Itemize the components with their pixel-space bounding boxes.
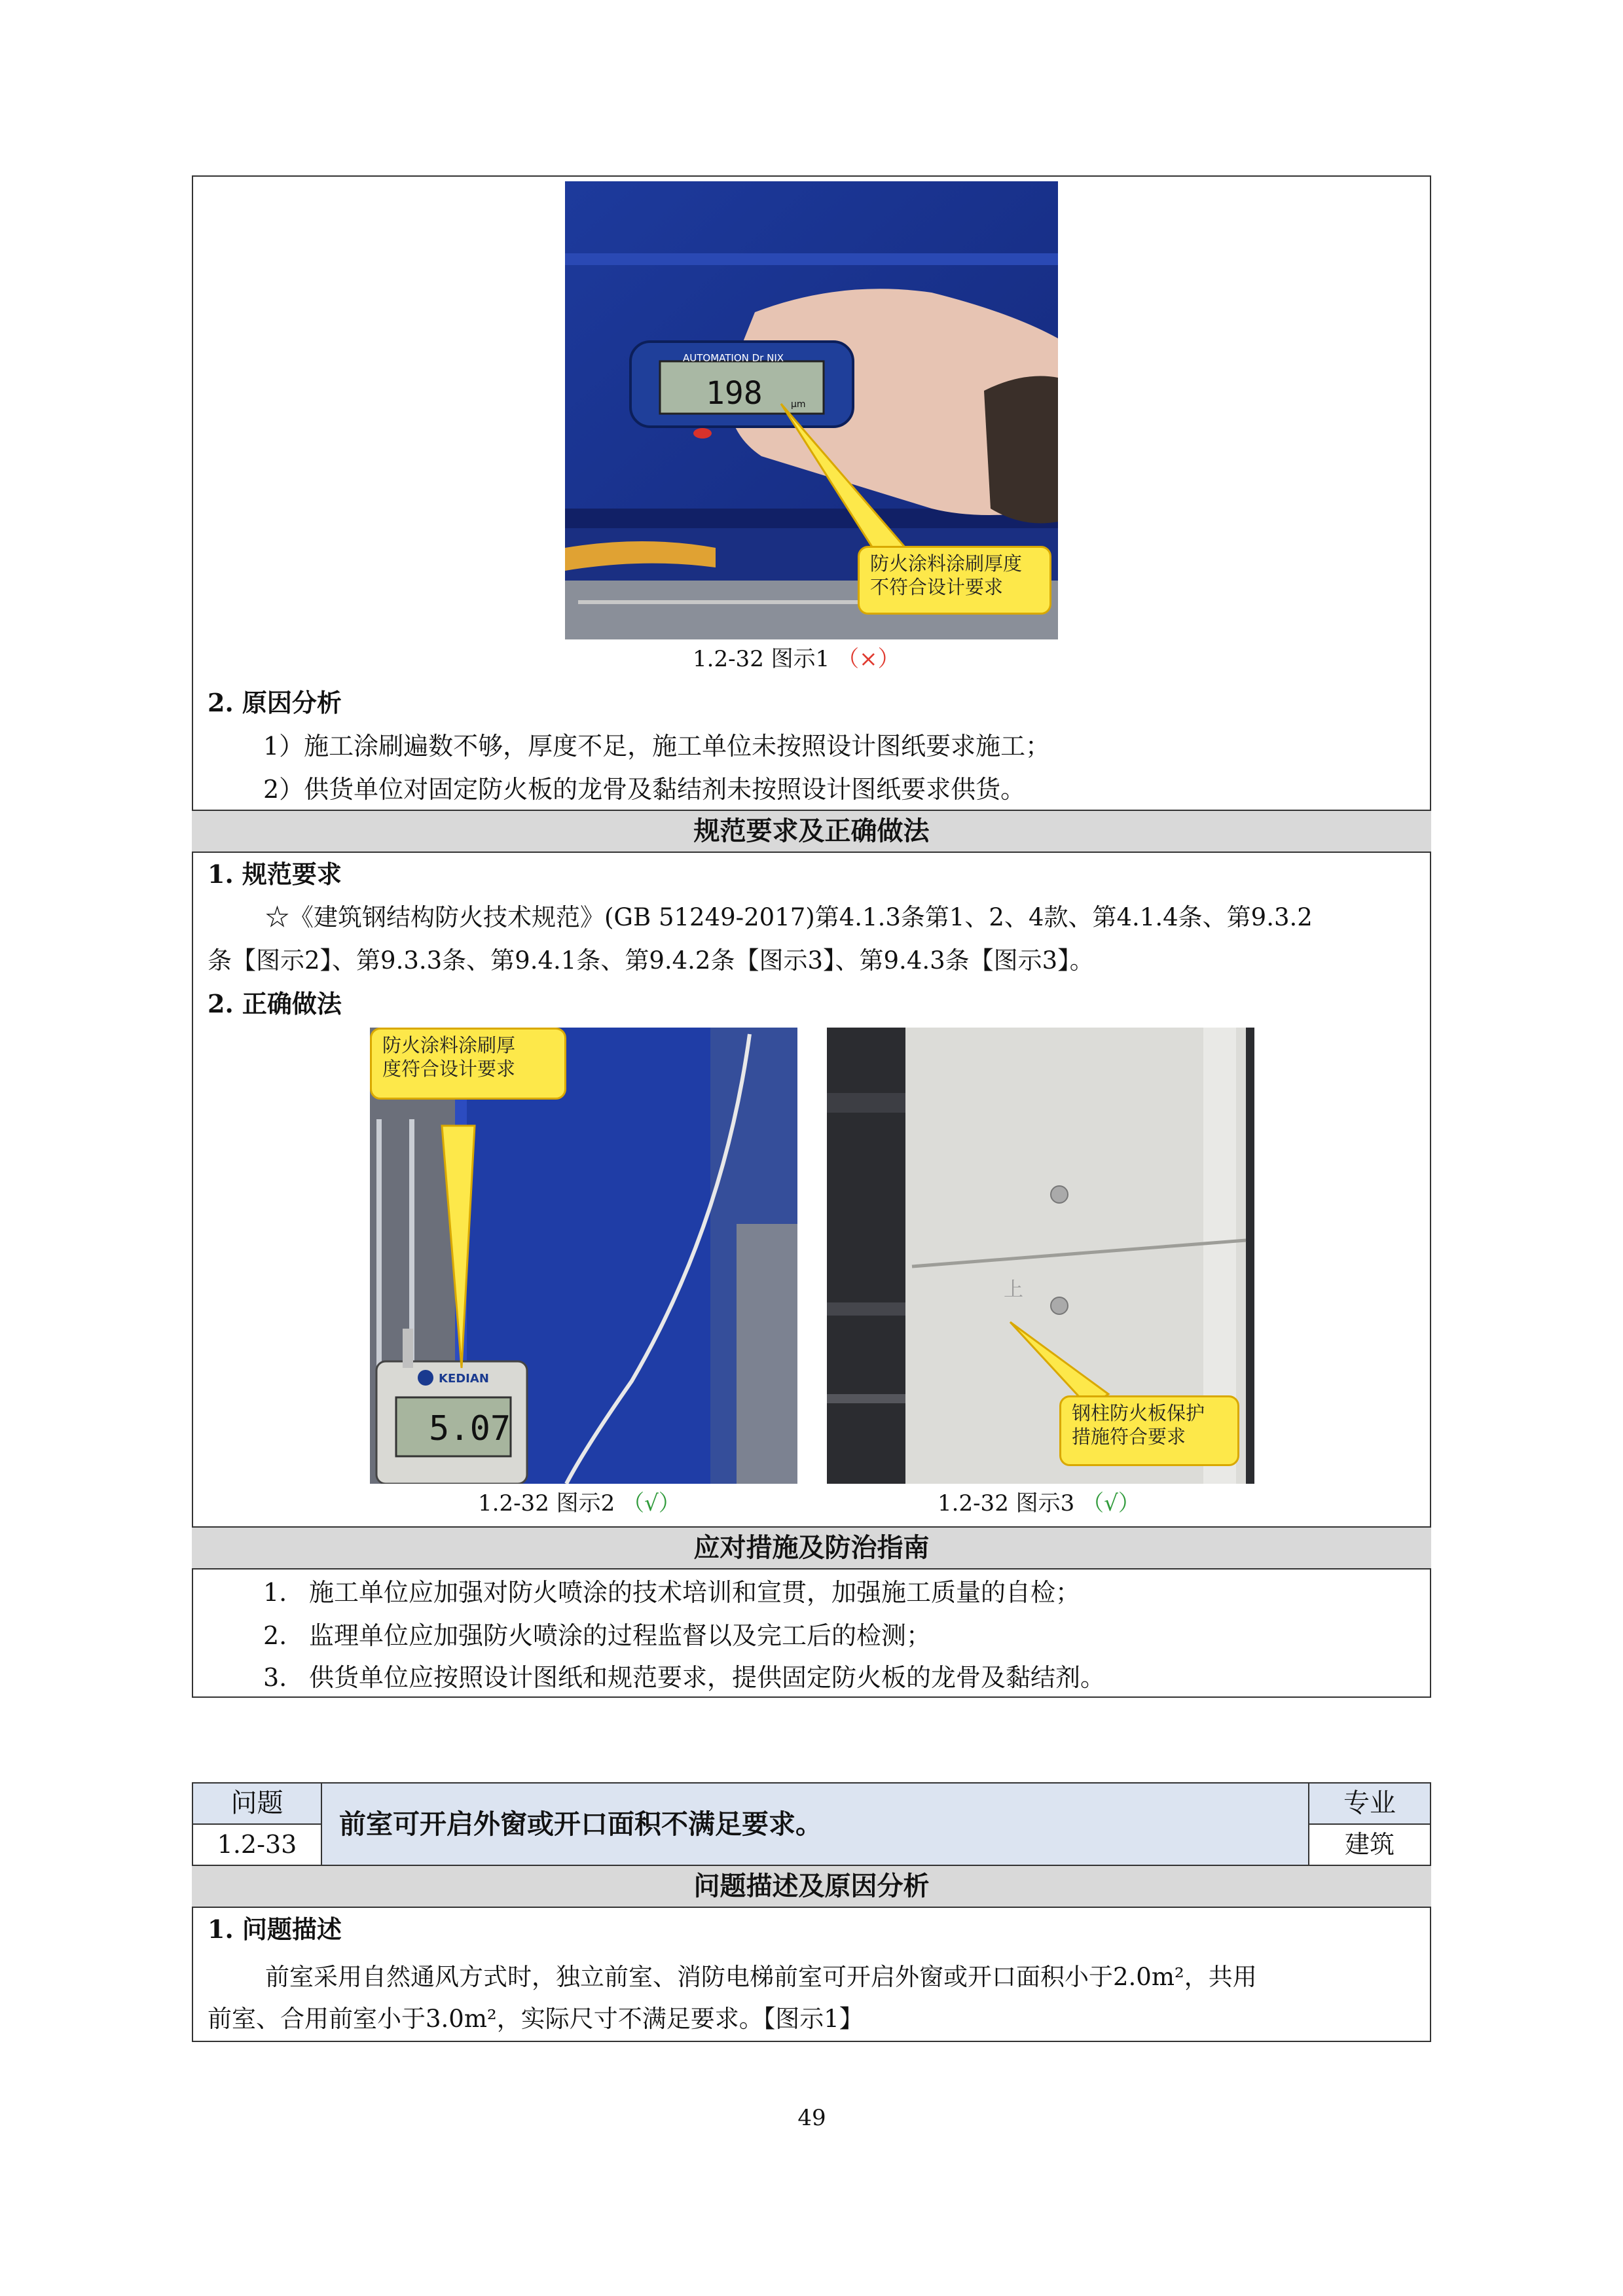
fig3-photo [827,1028,1254,1484]
desc-line-1: 前室采用自然通风方式时，独立前室、消防电梯前室可开启外窗或开口面积小于2.0m²，共用 [265,1963,1257,1991]
fig2-caption-row [478,1484,681,1523]
measure-item-3 [263,1656,1105,1699]
fig1-meter-unit: μm [791,399,806,410]
correct-heading: 2. 正确做法 [208,989,342,1018]
cause-item-1: 1）施工涂刷遍数不够，厚度不足，施工单位未按照设计图纸要求施工； [263,732,1051,761]
fig1-meter-reading: 198 [706,375,763,412]
problem-label-cell [192,1782,322,1825]
fig3-callout-line2: 措施符合要求 [1072,1426,1186,1448]
fig1-meter-brand: AUTOMATION Dr NIX [683,352,784,364]
measure-num-2: 2. [263,1621,287,1650]
spec-line-1: ☆《建筑钢结构防火技术规范》(GB 51249-2017)第4.1.3条第1、2、4款、第4.1.4条、第9.3.2 [265,903,1313,931]
measure-text-2: 监理单位应加强防火喷涂的过程监督以及完工后的检测； [309,1621,932,1650]
fig2-callout [370,1028,566,1100]
problem-title: 前室可开启外窗或开口面积不满足要求。 [339,1808,822,1840]
fig1-photo [565,181,1058,639]
cause-item-2: 2）供货单位对固定防火板的龙骨及黏结剂未按照设计图纸要求供货。 [263,775,1026,804]
spec-line-2: 条【图示2】、第9.3.3条、第9.4.1条、第9.4.2条【图示3】、第9.4.3条【图示3】。 [208,946,1094,975]
fig3-caption-row [938,1484,1140,1523]
major-label-cell [1308,1782,1431,1825]
fig2-meter-reading: 5.07 [429,1409,511,1448]
fig2-check-mark: （√） [622,1490,681,1516]
major-value: 建筑 [1344,1830,1395,1859]
fig2-meter-brand: KEDIAN [439,1372,489,1386]
issue-band: 问题描述及原因分析 [192,1865,1431,1908]
fig1-callout-line1: 防火涂料涂刷厚度 [870,552,1023,575]
measures-band: 应对措施及防治指南 [192,1526,1431,1570]
problem-label: 问题 [230,1788,283,1818]
fig1-caption-row [693,639,900,679]
fig3-board-mark: 上 [1004,1278,1023,1301]
fig2-callout-line2: 度符合设计要求 [382,1058,516,1080]
fig1-caption: 1.2-32 图示1 [693,646,830,672]
measure-item-2 [263,1614,931,1657]
major-label: 专业 [1343,1788,1396,1818]
desc-heading: 1. 问题描述 [208,1914,342,1944]
fig2-photo [370,1028,797,1484]
measure-text-3: 供货单位应按照设计图纸和规范要求，提供固定防火板的龙骨及黏结剂。 [309,1663,1106,1692]
desc-line-2: 前室、合用前室小于3.0m²，实际尺寸不满足要求。【图示1】 [208,2005,864,2033]
spec-heading: 1. 规范要求 [208,859,342,889]
problem-title-cell [321,1782,1309,1866]
cause-heading: 2. 原因分析 [208,688,342,717]
fig3-callout-line1: 钢柱防火板保护 [1072,1402,1205,1424]
fig1-cross-mark: （×） [837,646,900,672]
major-value-cell [1308,1823,1431,1866]
fig3-caption: 1.2-32 图示3 [938,1490,1075,1516]
page-number: 49 [797,2105,826,2131]
measure-num-1: 1. [263,1578,287,1607]
fig1-callout-line2: 不符合设计要求 [870,576,1004,598]
fig2-callout-line1: 防火涂料涂刷厚 [382,1034,516,1056]
spec-band: 规范要求及正确做法 [192,810,1431,853]
measure-item-1 [263,1571,1080,1614]
fig1-callout [858,546,1051,615]
fig3-callout [1059,1395,1239,1466]
measure-text-1: 施工单位应加强对防火喷涂的技术培训和宣贯，加强施工质量的自检； [309,1578,1081,1607]
measure-num-3: 3. [263,1663,287,1692]
problem-code: 1.2-33 [217,1830,297,1859]
problem-code-cell [192,1823,322,1866]
fig3-check-mark: （√） [1082,1490,1140,1516]
fig2-caption: 1.2-32 图示2 [478,1490,615,1516]
